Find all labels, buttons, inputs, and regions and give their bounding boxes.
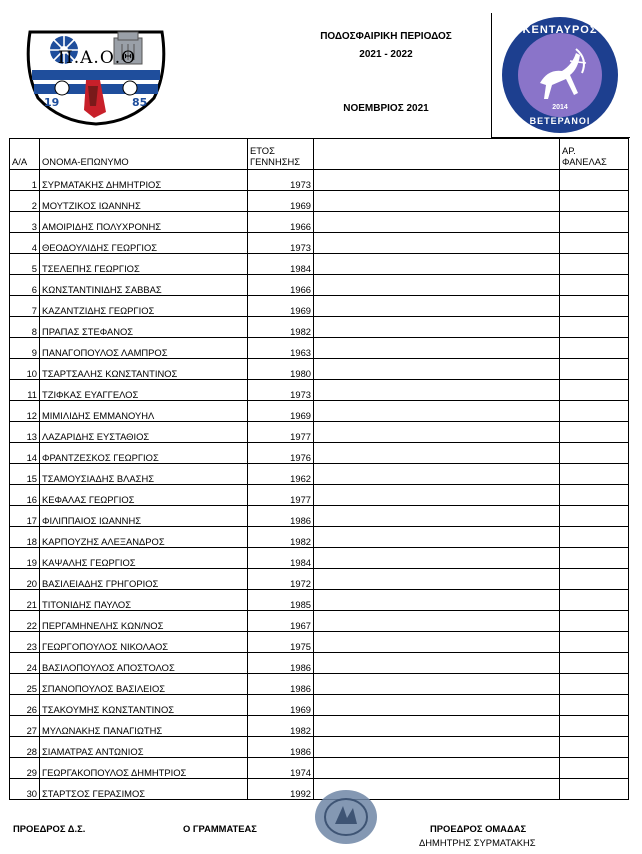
- table-row: [10, 716, 629, 737]
- row-player-name: ΒΑΣΙΛΟΠΟΥΛΟΣ ΑΠΟΣΤΟΛΟΣ: [40, 653, 248, 674]
- footer-secretary: Ο ΓΡΑΜΜΑΤΕΑΣ: [183, 823, 257, 834]
- table-row: [10, 527, 629, 548]
- row-player-name: ΣΥΡΜΑΤΑΚΗΣ ΔΗΜΗΤΡΙΟΣ: [40, 170, 248, 191]
- row-blank: [314, 632, 560, 653]
- row-number: 7: [10, 296, 40, 317]
- row-blank: [314, 527, 560, 548]
- row-birth-year: 1975: [248, 632, 314, 653]
- row-number: 15: [10, 464, 40, 485]
- row-jersey-number: [560, 170, 629, 191]
- footer-team-president-name: ΔΗΜΗΤΡΗΣ ΣΥΡΜΑΤΑΚΗΣ: [419, 837, 536, 848]
- row-player-name: ΑΜΟΙΡΙΔΗΣ ΠΟΛΥΧΡΟΝΗΣ: [40, 212, 248, 233]
- row-birth-year: 1963: [248, 338, 314, 359]
- row-player-name: ΠΕΡΓΑΜΗΝΕΛΗΣ ΚΩΝ/ΝΟΣ: [40, 611, 248, 632]
- row-jersey-number: [560, 548, 629, 569]
- row-player-name: ΘΕΟΔΟΥΛΙΔΗΣ ΓΕΩΡΓΙΟΣ: [40, 233, 248, 254]
- row-player-name: ΤΣΑΡΤΣΑΛΗΣ ΚΩΝΣΤΑΝΤΙΝΟΣ: [40, 359, 248, 380]
- table-row: [10, 632, 629, 653]
- row-birth-year: 1974: [248, 758, 314, 779]
- row-blank: [314, 758, 560, 779]
- table-row: [10, 590, 629, 611]
- table-row: [10, 317, 629, 338]
- row-jersey-number: [560, 569, 629, 590]
- row-player-name: ΓΕΩΡΓΟΠΟΥΛΟΣ ΝΙΚΟΛΑΟΣ: [40, 632, 248, 653]
- row-blank: [314, 275, 560, 296]
- table-row: [10, 485, 629, 506]
- row-blank: [314, 548, 560, 569]
- row-number: 8: [10, 317, 40, 338]
- row-player-name: ΚΑΨΑΛΗΣ ΓΕΩΡΓΙΟΣ: [40, 548, 248, 569]
- row-birth-year: 1973: [248, 233, 314, 254]
- row-blank: [314, 716, 560, 737]
- row-jersey-number: [560, 296, 629, 317]
- row-player-name: ΤΣΑΜΟΥΣΙΑΔΗΣ ΒΛΑΣΗΣ: [40, 464, 248, 485]
- season-title: ΠΟΔΟΣΦΑΙΡΙΚΗ ΠΕΡΙΟΔΟΣ: [320, 31, 452, 42]
- row-blank: [314, 422, 560, 443]
- table-row: [10, 212, 629, 233]
- row-jersey-number: [560, 779, 629, 800]
- row-jersey-number: [560, 758, 629, 779]
- table-row: [10, 674, 629, 695]
- row-number: 13: [10, 422, 40, 443]
- row-jersey-number: [560, 485, 629, 506]
- row-player-name: ΜΥΛΩΝΑΚΗΣ ΠΑΝΑΓΙΩΤΗΣ: [40, 716, 248, 737]
- row-jersey-number: [560, 233, 629, 254]
- row-number: 28: [10, 737, 40, 758]
- row-jersey-number: [560, 422, 629, 443]
- row-birth-year: 1962: [248, 464, 314, 485]
- row-birth-year: 1977: [248, 422, 314, 443]
- row-birth-year: 1973: [248, 380, 314, 401]
- row-number: 17: [10, 506, 40, 527]
- row-blank: [314, 506, 560, 527]
- row-player-name: ΤΣΕΛΕΠΗΣ ΓΕΩΡΓΙΟΣ: [40, 254, 248, 275]
- table-row: [10, 422, 629, 443]
- row-player-name: ΠΡΑΠΑΣ ΣΤΕΦΑΝΟΣ: [40, 317, 248, 338]
- row-player-name: ΒΑΣΙΛΕΙΑΔΗΣ ΓΡΗΓΟΡΙΟΣ: [40, 569, 248, 590]
- table-row: [10, 464, 629, 485]
- row-blank: [314, 233, 560, 254]
- row-blank: [314, 443, 560, 464]
- row-jersey-number: [560, 212, 629, 233]
- header-jersey-line2: ΦΑΝΕΛΑΣ: [562, 156, 607, 167]
- row-player-name: ΠΑΝΑΓΟΠΟΥΛΟΣ ΛΑΜΠΡΟΣ: [40, 338, 248, 359]
- row-blank: [314, 569, 560, 590]
- row-birth-year: 1992: [248, 779, 314, 800]
- row-jersey-number: [560, 590, 629, 611]
- row-blank: [314, 653, 560, 674]
- row-number: 10: [10, 359, 40, 380]
- row-jersey-number: [560, 380, 629, 401]
- row-birth-year: 1984: [248, 254, 314, 275]
- row-number: 4: [10, 233, 40, 254]
- row-number: 2: [10, 191, 40, 212]
- row-number: 1: [10, 170, 40, 191]
- kentavros-logo-name: ΚΕΝΤΑΥΡΟΣ: [522, 24, 598, 36]
- row-birth-year: 1969: [248, 296, 314, 317]
- row-jersey-number: [560, 275, 629, 296]
- row-birth-year: 1986: [248, 674, 314, 695]
- row-player-name: ΚΑΡΠΟΥΖΗΣ ΑΛΕΞΑΝΔΡΟΣ: [40, 527, 248, 548]
- row-number: 14: [10, 443, 40, 464]
- paoth-logo: [22, 26, 170, 126]
- row-blank: [314, 296, 560, 317]
- table-row: [10, 611, 629, 632]
- row-birth-year: 1973: [248, 170, 314, 191]
- row-blank: [314, 674, 560, 695]
- row-blank: [314, 380, 560, 401]
- row-player-name: ΜΟΥΤΖΙΚΟΣ ΙΩΑΝΝΗΣ: [40, 191, 248, 212]
- kentavros-logo-year: 2014: [552, 104, 568, 111]
- row-player-name: ΓΕΩΡΓΑΚΟΠΟΥΛΟΣ ΔΗΜΗΤΡΙΟΣ: [40, 758, 248, 779]
- row-player-name: ΚΩΝΣΤΑΝΤΙΝΙΔΗΣ ΣΑΒΒΑΣ: [40, 275, 248, 296]
- row-jersey-number: [560, 359, 629, 380]
- row-number: 11: [10, 380, 40, 401]
- header-birth-year-line1: ΕΤΟΣ: [250, 145, 275, 156]
- row-blank: [314, 611, 560, 632]
- row-blank: [314, 590, 560, 611]
- row-player-name: ΚΑΖΑΝΤΖΙΔΗΣ ΓΕΩΡΓΙΟΣ: [40, 296, 248, 317]
- row-jersey-number: [560, 254, 629, 275]
- row-birth-year: 1966: [248, 275, 314, 296]
- row-number: 18: [10, 527, 40, 548]
- roster-table: [9, 138, 629, 800]
- row-jersey-number: [560, 695, 629, 716]
- row-jersey-number: [560, 401, 629, 422]
- row-jersey-number: [560, 737, 629, 758]
- table-row: [10, 401, 629, 422]
- header-birth-year: [248, 139, 314, 170]
- row-player-name: ΚΕΦΑΛΑΣ ΓΕΩΡΓΙΟΣ: [40, 485, 248, 506]
- row-birth-year: 1984: [248, 548, 314, 569]
- row-jersey-number: [560, 674, 629, 695]
- header-blank: [314, 139, 560, 170]
- row-birth-year: 1969: [248, 191, 314, 212]
- row-player-name: ΣΤΑΡΤΣΟΣ ΓΕΡΑΣΙΜΟΣ: [40, 779, 248, 800]
- paoth-logo-year-right: 85: [132, 96, 148, 109]
- row-jersey-number: [560, 443, 629, 464]
- season-years: 2021 - 2022: [359, 49, 413, 60]
- row-blank: [314, 737, 560, 758]
- paoth-logo-year-left: 19: [44, 96, 60, 109]
- row-birth-year: 1982: [248, 716, 314, 737]
- table-row: [10, 695, 629, 716]
- row-jersey-number: [560, 464, 629, 485]
- row-blank: [314, 212, 560, 233]
- row-birth-year: 1967: [248, 611, 314, 632]
- footer-president-ds: ΠΡΟΕΔΡΟΣ Δ.Σ.: [13, 823, 86, 834]
- row-blank: [314, 191, 560, 212]
- row-birth-year: 1969: [248, 695, 314, 716]
- row-jersey-number: [560, 317, 629, 338]
- row-birth-year: 1986: [248, 506, 314, 527]
- table-row: [10, 548, 629, 569]
- table-header-row: [10, 139, 629, 170]
- row-player-name: ΦΡΑΝΤΖΕΣΚΟΣ ΓΕΩΡΓΙΟΣ: [40, 443, 248, 464]
- row-player-name: ΣΙΑΜΑΤΡΑΣ ΑΝΤΩΝΙΟΣ: [40, 737, 248, 758]
- footer-team-president: ΠΡΟΕΔΡΟΣ ΟΜΑΔΑΣ: [430, 823, 527, 834]
- row-birth-year: 1976: [248, 443, 314, 464]
- row-player-name: ΤΖΙΦΚΑΣ ΕΥΑΓΓΕΛΟΣ: [40, 380, 248, 401]
- header-jersey-line1: ΑΡ.: [562, 145, 576, 156]
- table-row: [10, 275, 629, 296]
- row-number: 29: [10, 758, 40, 779]
- row-player-name: ΤΙΤΟΝΙΔΗΣ ΠΑΥΛΟΣ: [40, 590, 248, 611]
- row-number: 20: [10, 569, 40, 590]
- row-number: 6: [10, 275, 40, 296]
- row-birth-year: 1985: [248, 590, 314, 611]
- table-row: [10, 737, 629, 758]
- row-number: 16: [10, 485, 40, 506]
- row-birth-year: 1982: [248, 317, 314, 338]
- table-row: [10, 758, 629, 779]
- row-birth-year: 1980: [248, 359, 314, 380]
- table-row: [10, 653, 629, 674]
- row-blank: [314, 401, 560, 422]
- club-stamp: [313, 788, 379, 846]
- paoth-logo-name: Π.Α.Ο.Θ: [57, 48, 137, 68]
- table-row: [10, 254, 629, 275]
- row-player-name: ΤΣΑΚΟΥΜΗΣ ΚΩΝΣΤΑΝΤΙΝΟΣ: [40, 695, 248, 716]
- row-number: 9: [10, 338, 40, 359]
- row-jersey-number: [560, 632, 629, 653]
- row-player-name: ΦΙΛΙΠΠΑΙΟΣ ΙΩΑΝΝΗΣ: [40, 506, 248, 527]
- table-row: [10, 191, 629, 212]
- table-row: [10, 170, 629, 191]
- row-number: 3: [10, 212, 40, 233]
- row-number: 19: [10, 548, 40, 569]
- row-number: 25: [10, 674, 40, 695]
- kentavros-logo-subtitle: ΒΕΤΕΡΑΝΟΙ: [529, 116, 591, 126]
- row-jersey-number: [560, 527, 629, 548]
- table-row: [10, 359, 629, 380]
- row-number: 21: [10, 590, 40, 611]
- row-blank: [314, 254, 560, 275]
- row-number: 30: [10, 779, 40, 800]
- row-jersey-number: [560, 611, 629, 632]
- row-birth-year: 1966: [248, 212, 314, 233]
- row-blank: [314, 338, 560, 359]
- row-number: 12: [10, 401, 40, 422]
- row-birth-year: 1986: [248, 737, 314, 758]
- row-number: 24: [10, 653, 40, 674]
- table-row: [10, 338, 629, 359]
- table-row: [10, 380, 629, 401]
- row-birth-year: 1977: [248, 485, 314, 506]
- row-blank: [314, 317, 560, 338]
- month-title: ΝΟΕΜΒΡΙΟΣ 2021: [343, 103, 429, 114]
- row-player-name: ΜΙΜΙΛΙΔΗΣ ΕΜΜΑΝΟΥΗΛ: [40, 401, 248, 422]
- row-player-name: ΛΑΖΑΡΙΔΗΣ ΕΥΣΤΑΘΙΟΣ: [40, 422, 248, 443]
- row-birth-year: 1972: [248, 569, 314, 590]
- row-blank: [314, 485, 560, 506]
- header-birth-year-line2: ΓΕΝΝΗΣΗΣ: [250, 156, 301, 167]
- row-birth-year: 1982: [248, 527, 314, 548]
- header-jersey: [560, 139, 629, 170]
- row-birth-year: 1986: [248, 653, 314, 674]
- row-blank: [314, 359, 560, 380]
- row-jersey-number: [560, 506, 629, 527]
- row-number: 22: [10, 611, 40, 632]
- row-blank: [314, 695, 560, 716]
- table-row: [10, 233, 629, 254]
- table-row: [10, 296, 629, 317]
- row-player-name: ΣΠΑΝΟΠΟΥΛΟΣ ΒΑΣΙΛΕΙΟΣ: [40, 674, 248, 695]
- row-jersey-number: [560, 338, 629, 359]
- row-birth-year: 1969: [248, 401, 314, 422]
- table-row: [10, 569, 629, 590]
- row-number: 27: [10, 716, 40, 737]
- row-number: 5: [10, 254, 40, 275]
- row-number: 26: [10, 695, 40, 716]
- row-blank: [314, 170, 560, 191]
- header-name: ΟΝΟΜΑ-ΕΠΩΝΥΜΟ: [40, 139, 248, 170]
- row-jersey-number: [560, 716, 629, 737]
- row-jersey-number: [560, 191, 629, 212]
- table-row: [10, 443, 629, 464]
- header-aa: Α/Α: [10, 139, 40, 170]
- row-jersey-number: [560, 653, 629, 674]
- table-row: [10, 506, 629, 527]
- row-number: 23: [10, 632, 40, 653]
- row-blank: [314, 464, 560, 485]
